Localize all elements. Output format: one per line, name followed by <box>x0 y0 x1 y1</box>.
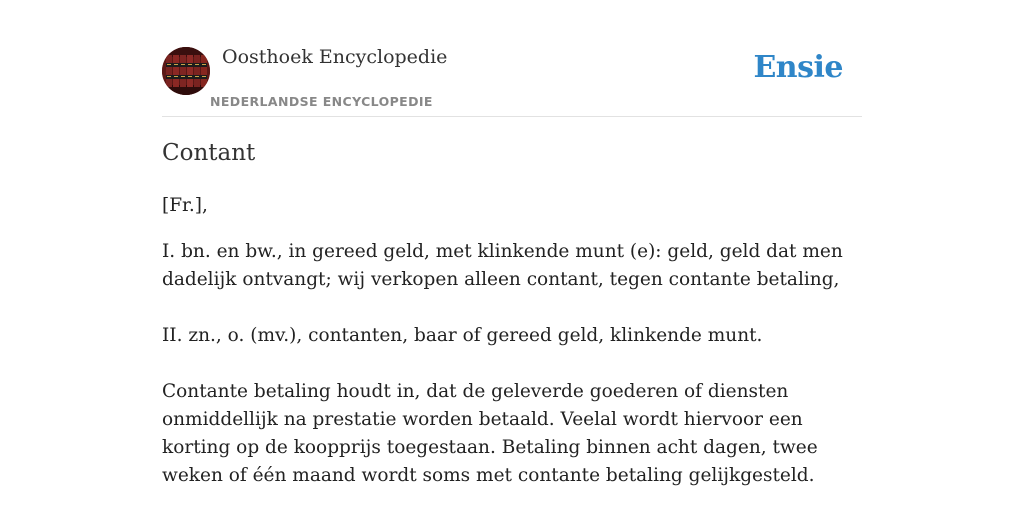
definition-paragraph-1: I. bn. en bw., in gereed geld, met klinkende munt (e): geld, geld dat men dadelijk ontvangt; wij verkopen alleen contant, tegen contante betaling, <box>162 241 843 290</box>
definition-paragraph-2: II. zn., o. (mv.), contanten, baar of gereed geld, klinkende munt. <box>162 325 763 346</box>
site-title[interactable]: Oosthoek Encyclopedie <box>222 46 448 68</box>
site-header <box>162 0 862 117</box>
article-title: Contant <box>162 140 256 166</box>
explanation-paragraph: Contante betaling houdt in, dat de geleverde goederen of diensten onmiddellijk na prestatie worden betaald. Veelal wordt hiervoor een korting op de koopprijs toegestaan. Betaling binnen acht dagen, twee weken of één maand wordt soms met contante betaling gelijkgesteld. <box>162 381 818 486</box>
etymology-paragraph: [Fr.], <box>162 195 208 216</box>
ensie-logo-link[interactable]: Ensie <box>753 50 843 85</box>
encyclopedia-books-icon[interactable] <box>162 47 210 95</box>
article-body <box>162 192 862 490</box>
page <box>162 0 862 486</box>
site-subtitle: NEDERLANDSE ENCYCLOPEDIE <box>210 94 433 109</box>
